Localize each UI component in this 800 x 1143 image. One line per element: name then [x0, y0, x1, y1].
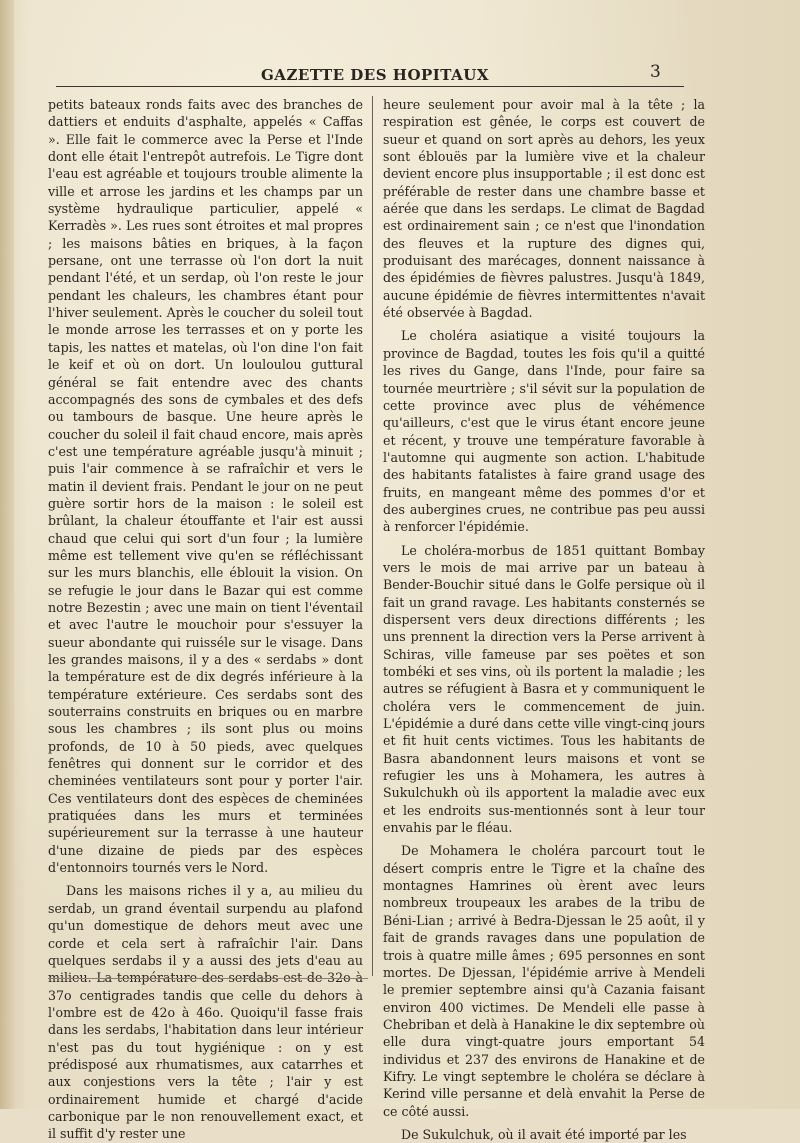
paragraph: De Sukulchuk, où il avait été importé par les	[401, 1126, 687, 1142]
paragraph: Dans les maisons riches il y a, au milieu du serdab, un grand éventail surpendu au plafond qu'un domestique de dehors meut avec une corde et cela sert à rafraîchir l'air. Dans quelques serdabs il y a aussi des jets d'eau au milieu. La température des serdabs est de 32o à 37o centigrades tandis que celle du dehors à l'ombre est de 42o à 46o. Quoiqu'il fasse frais dans les serdabs, l'habitation dans leur intérieur n'est pas du tout hygiénique : on y est prédisposé aux rhumatismes, aux catarrhes et aux conjestions vers la tête ; l'air y est ordinairement humide et chargé d'acide carbonique par le non renouvellement exact, et il suffit d'y rester une	[48, 883, 363, 1142]
column-end-rule	[48, 978, 368, 979]
column-divider	[372, 96, 373, 976]
paragraph: Le choléra-morbus de 1851 quittant Bombay vers le mois de mai arrive par un bateau à Bender-Bouchir situé dans le Golfe persique où il fait un grand ravage. Les habitants consternés se dispersent vers deux directions différents ; les uns prennent la direction vers la Perse arrivent à Schiras, ville fameuse par ses poëtes et son tombéki et ses vins, où ils portent la maladie ; les autres se réfugient à Basra et y communiquent le choléra vers le commencement de juin. L'épidémie a duré dans cette ville vingt-cinq jours et fit huit cents victimes. Tous les habitants de Basra abandonnent leurs maisons et vont se refugier les uns à Mohamera, les autres à Sukulchukh où ils apportent la maladie avec eux et les endroits sus-mentionnés sont à leur tour envahis par le fléau.	[383, 542, 705, 836]
page-number: 3	[650, 62, 661, 82]
paragraph: petits bateaux ronds faits avec des branches de dattiers et enduits d'asphalte, appelés « Caffas ». Elle fait le commerce avec la Perse et l'Inde dont elle était l'entrepôt autrefois. Le Tigre dont l'eau est agréable et toujours trouble alimente la ville et arrose les jardins et les champs par un système hydraulique particulier, appelé « Kerradès ». Les rues sont étroites et mal propres ; les maisons bâties en briques, à la façon persane, ont une terrasse où l'on dort la nuit pendant l'été, et un serdap, où l'on reste le jour pendant les chaleurs, les chambres étant pour l'hiver seulement. Après le coucher du soleil tout le monde arrose les terrasses et on y porte les tapis, les nattes et matelas, où l'on dine l'on fait le keif et où on dort. Un louloulou guttural général se fait entendre avec des chants accompagnés des sons de cymbales et des defs ou tambours de basque. Une heure après le coucher du soleil il fait chaud encore, mais après c'est une température agréable jusqu'à minuit ; puis l'air commence à se rafraîchir et vers le matin il devient frais. Pendant le jour on ne peut guère sortir hors de la maison : le soleil est brûlant, la chaleur étouffante et l'air est aussi chaud que celui qui sort d'un four ; la lumière même est tellement vive qu'en se réfléchissant sur les murs blanchis, elle éblouit la vision. On se refugie le jour dans le Bazar qui est comme notre Bezestin ; avec une main on tient l'éventail et avec l'autre le mouchoir pour s'essuyer la sueur abondante qui ruisséle sur le visage. Dans les grandes maisons, il y a des « serdabs » dont la température est de dix degrés inférieure à la température extérieure. Ces serdabs sont des souterrains construits en briques ou en marbre sous les chambres ; ils sont plus ou moins profonds, de 10 à 50 pieds, avec quelques fenêtres qui donnent sur le corridor et des cheminées ventilateurs sont pour y porter l'air. Ces ventilateurs dont des espèces de cheminées pratiquées dans les murs et terminées supérieurement sur la terrasse à une hauteur d'une dizaine de pieds par des espèces d'entonnoirs tournés vers le Nord.	[48, 97, 363, 876]
header-rule	[56, 86, 684, 87]
paragraph: De Mohamera le choléra parcourt tout le désert compris entre le Tigre et la chaîne des montagnes Hamrines où èrent avec leurs nombreux troupeaux les arabes de la tribu de Béni-Lian ; arrivé à Bedra-Djessan le 25 août, il y fait de grands ravages dans une population de trois à quatre mille âmes ; 695 personnes en sont mortes. De Djessan, l'épidémie arrive à Mendeli le premier septembre ainsi qu'à Cazania faisant environ 400 victimes. De Mendeli elle passe à Chebriban et delà à Hanakine le dix septembre où elle dura vingt-quatre jours emportant 54 individus et 237 des environs de Hanakine et de Kifry. Le vingt septembre le choléra se déclare à Kerind ville persanne et delà envahit la Perse de ce côté aussi.	[383, 843, 705, 1119]
paragraph: Le choléra asiatique a visité toujours la province de Bagdad, toutes les fois qu'il a quitté les rives du Gange, dans l'Inde, pour faire sa tournée meurtrière ; s'il sévit sur la population de cette province avec plus de véhémence qu'ailleurs, c'est que le virus étant encore jeune et récent, y trouve une température favorable à l'automne qui augmente son action. L'habitude des habitants fatalistes à faire grand usage des fruits, en mangeant même des pommes d'or et des aubergines crues, ne contribue pas peu aussi à renforcer l'épidémie.	[383, 328, 705, 535]
page-edge-shadow	[0, 0, 14, 1109]
left-column	[48, 96, 363, 1143]
paragraph: heure seulement pour avoir mal à la tête ; la respiration est gênée, le corps est couvert de sueur et quand on sort après au dehors, les yeux sont éblouës par la lumière vive et la chaleur devient encore plus insupportable ; il est donc est préférable de rester dans une chambre basse et aérée que dans les serdaps. Le climat de Bagdad est ordinairement sain ; ce n'est que l'inondation des fleuves et la rupture des dignes qui, produisant des marécages, donnent naissance à des épidémies de fièvres palustres. Jusqu'à 1849, aucune épidémie de fièvres intermittentes n'avait été observée à Bagdad.	[383, 97, 705, 321]
publication-title: GAZETTE DES HOPITAUX	[261, 66, 490, 84]
page-header	[56, 58, 684, 88]
right-column	[383, 96, 705, 1143]
